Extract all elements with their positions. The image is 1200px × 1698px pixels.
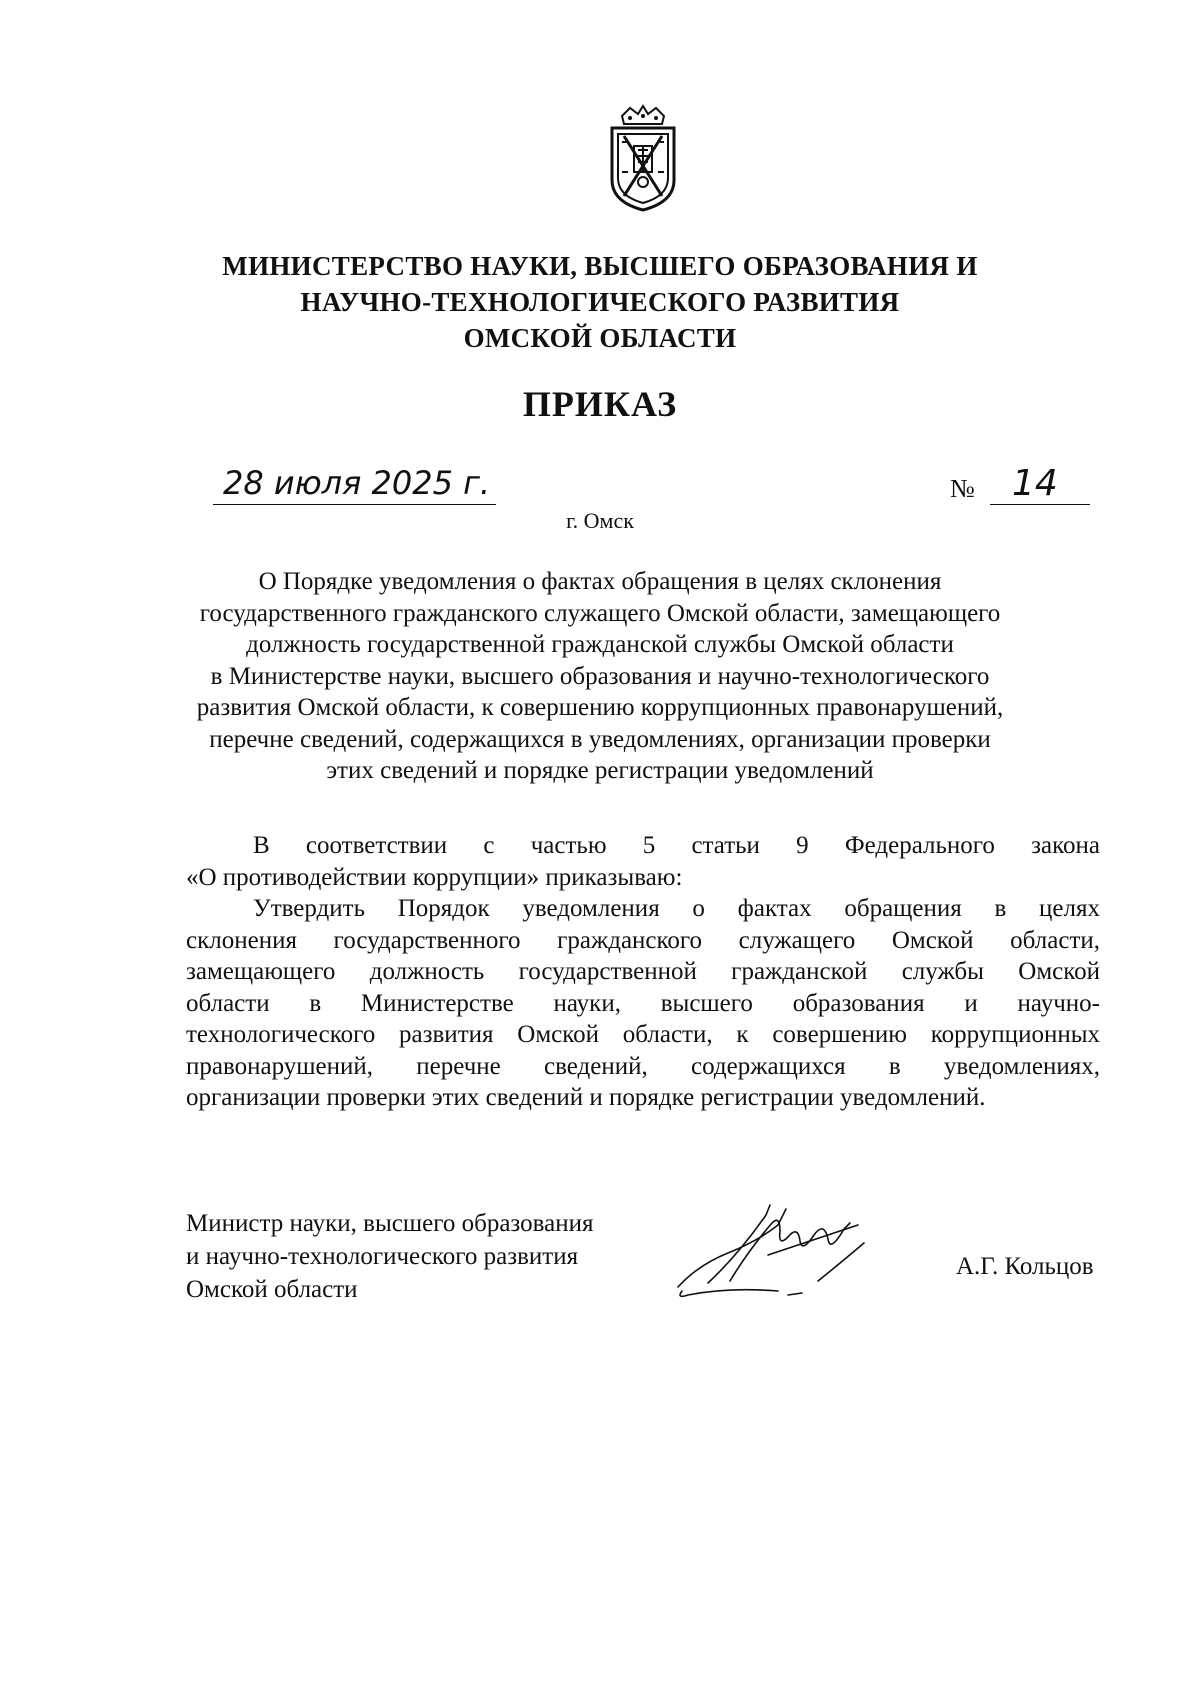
subject-line: развития Омской области, к совершению коррупционных правонарушений, — [196, 694, 1004, 721]
subject-line: этих сведений и порядке регистрации уведомлений — [326, 757, 874, 784]
city-label: г. Омск — [566, 508, 634, 533]
date-field — [213, 464, 496, 505]
signatory-position-line: Омской области — [186, 1276, 358, 1303]
subject-line: перечне сведений, содержащихся в уведомлениях, организации проверки — [209, 725, 991, 753]
signatory-position-line: Министр науки, высшего образования — [186, 1210, 594, 1237]
document-type-title: ПРИКАЗ — [522, 384, 678, 424]
body-line: В соответствии с частью 5 статьи 9 Федерального закона — [253, 832, 1100, 859]
body-line: области в Министерстве науки, высшего образования и научно- — [186, 989, 1100, 1017]
number-label: № — [950, 474, 975, 503]
signatory-position-line: и научно-технологического развития — [186, 1243, 579, 1270]
subject-line: должность государственной гражданской службы Омской области — [246, 631, 954, 658]
body-line: организации проверки этих сведений и порядке регистрации уведомлений. — [186, 1084, 986, 1111]
signatory-position — [186, 1207, 593, 1306]
order-subject — [150, 566, 1050, 787]
signatory-name: А.Г. Кольцов — [956, 1253, 1094, 1280]
body-line: замещающего должность государственной гражданской службы Омской — [186, 958, 1100, 985]
subject-line: О Порядке уведомления о фактах обращения в целях склонения — [258, 568, 942, 595]
number-field — [990, 464, 1090, 505]
body-line: склонения государственного гражданского служащего Омской области, — [186, 926, 1100, 954]
handwritten-signature — [668, 1195, 883, 1305]
date-handwritten: 28 июля 2025 г. — [223, 464, 491, 502]
body-line: технологического развития Омской области, к совершению коррупционных — [186, 1021, 1100, 1048]
body-line: правонарушений, перечне сведений, содержащихся в уведомлениях, — [186, 1052, 1100, 1080]
ministry-header-line: ОМСКОЙ ОБЛАСТИ — [463, 323, 737, 353]
body-line: «О противодействии коррупции» приказываю: — [186, 863, 683, 891]
number-handwritten: 14 — [1012, 463, 1058, 504]
coat-of-arms-icon — [602, 102, 684, 214]
ministry-header-line: МИНИСТЕРСТВО НАУКИ, ВЫСШЕГО ОБРАЗОВАНИЯ И — [222, 251, 978, 281]
ministry-header — [0, 248, 1200, 356]
subject-line: в Министерстве науки, высшего образования и научно-технологического — [210, 662, 990, 690]
ministry-header-line: НАУЧНО-ТЕХНОЛОГИЧЕСКОГО РАЗВИТИЯ — [300, 287, 900, 317]
subject-line: государственного гражданского служащего Омской области, замещающего — [199, 599, 1001, 627]
order-body — [186, 830, 1100, 1114]
body-line: Утвердить Порядок уведомления о фактах обращения в целях — [253, 895, 1100, 922]
